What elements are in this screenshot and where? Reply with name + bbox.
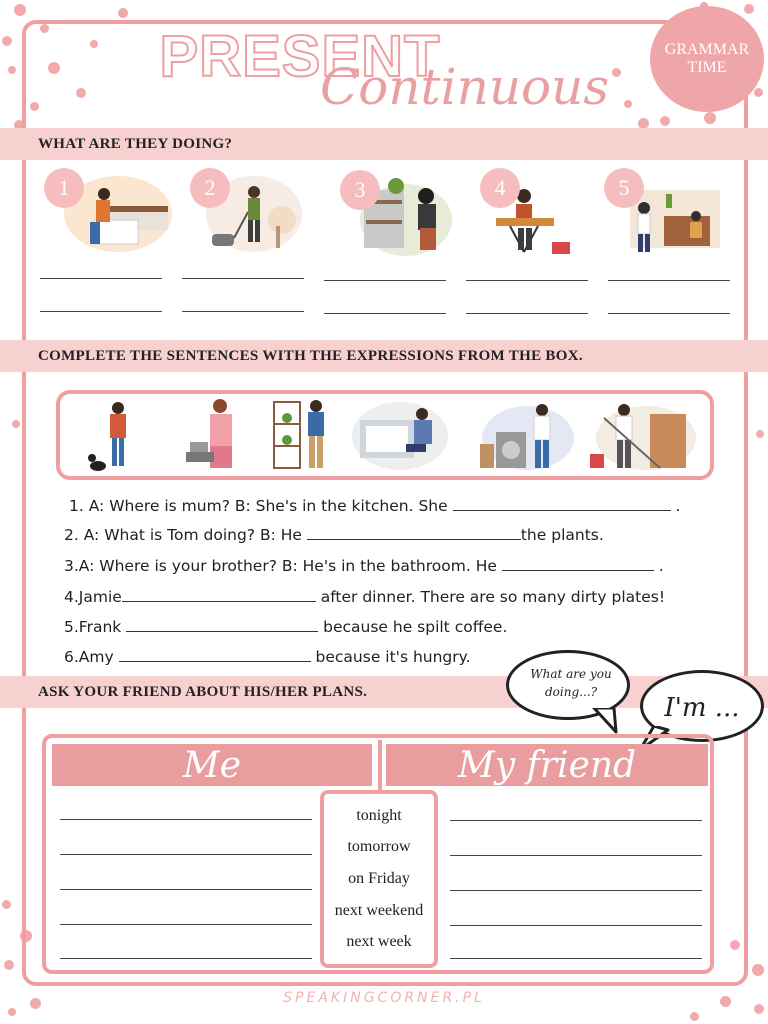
picture-2 <box>190 168 302 256</box>
sentence-2 <box>64 526 604 544</box>
answer-line[interactable] <box>182 311 304 312</box>
sentence-text: 5.Frank <box>64 618 122 636</box>
sentence-text: . <box>653 557 664 575</box>
sentence-text: because he spilt coffee. <box>318 618 508 636</box>
answer-line[interactable] <box>60 854 312 855</box>
picture-number: 3 <box>340 170 380 210</box>
picture-number: 4 <box>480 168 520 208</box>
sentence-text: because it's hungry. <box>310 648 471 666</box>
time-expression: next weekend <box>334 901 424 919</box>
sentence-text: 1. A: Where is mum? B: She's in the kitchen. She <box>69 497 448 515</box>
picture-number: 5 <box>604 168 644 208</box>
section2-heading: COMPLETE THE SENTENCES WITH THE EXPRESSIONS FROM THE BOX. <box>0 340 768 372</box>
sentence-5 <box>64 618 507 636</box>
answer-line[interactable] <box>324 280 446 281</box>
answer-line[interactable] <box>450 890 702 891</box>
woman-feeding-cat-icon <box>88 402 126 471</box>
sentence-text: the plants. <box>520 526 604 544</box>
man-washing-dishes-icon <box>352 402 448 470</box>
badge-line1: GRAMMAR <box>664 41 750 58</box>
picture-4 <box>480 168 580 258</box>
answer-line[interactable] <box>182 278 304 279</box>
answer-line[interactable] <box>60 924 312 925</box>
time-expression: tomorrow <box>347 838 411 856</box>
answer-line[interactable] <box>450 820 702 821</box>
answer-line[interactable] <box>608 280 730 281</box>
picture-5 <box>604 168 722 258</box>
answer-line[interactable] <box>60 819 312 820</box>
picture-number: 1 <box>44 168 84 208</box>
answer-line[interactable] <box>40 311 162 312</box>
column-divider <box>378 740 382 790</box>
sentence-1 <box>69 497 680 515</box>
answer-line[interactable] <box>466 280 588 281</box>
badge-line2: TIME <box>687 59 727 76</box>
sentence-blank[interactable] <box>502 557 654 571</box>
footer-brand: SPEAKINGCORNER.PL <box>283 990 485 1006</box>
sentence-blank[interactable] <box>122 588 316 602</box>
time-expressions-box <box>320 790 438 968</box>
sentence-text: . <box>670 497 681 515</box>
answer-line[interactable] <box>40 278 162 279</box>
answer-line[interactable] <box>60 889 312 890</box>
title-present: PRESENT <box>159 24 441 89</box>
sentence-6 <box>64 648 471 666</box>
sentence-blank[interactable] <box>453 497 671 511</box>
picture-number: 2 <box>190 168 230 208</box>
answer-line[interactable] <box>608 313 730 314</box>
sentence-text: 6.Amy <box>64 648 114 666</box>
man-doing-laundry-icon <box>480 404 574 470</box>
sentence-blank[interactable] <box>307 526 521 540</box>
title-continuous: Continuous <box>320 58 610 116</box>
answer-line[interactable] <box>450 958 702 959</box>
sentence-3 <box>64 557 664 575</box>
woman-cooking-icon <box>186 399 232 468</box>
answer-line[interactable] <box>450 925 702 926</box>
answer-line[interactable] <box>324 313 446 314</box>
sentence-text: 4.Jamie <box>64 588 122 606</box>
sentence-4 <box>64 588 665 606</box>
answer-line[interactable] <box>466 313 588 314</box>
column-header-my-friend: My friend <box>386 744 708 786</box>
bubble-answer-text: I'm ... <box>664 693 740 723</box>
picture-1 <box>44 168 172 256</box>
bubble-tail <box>590 708 620 734</box>
time-expression: next week <box>346 933 412 951</box>
time-expression: on Friday <box>348 869 410 887</box>
answer-line[interactable] <box>60 958 312 959</box>
section3-heading: ASK YOUR FRIEND ABOUT HIS/HER PLANS. <box>0 676 768 708</box>
man-mopping-floor-icon <box>590 404 696 470</box>
sentence-blank[interactable] <box>119 648 311 662</box>
column-header-me: Me <box>52 744 372 786</box>
sentence-blank[interactable] <box>126 618 318 632</box>
section1-heading: WHAT ARE THEY DOING? <box>0 128 768 160</box>
sentence-text: 2. A: What is Tom doing? B: He <box>64 526 302 544</box>
bubble-question-text: What are you doing...? <box>530 667 612 699</box>
time-expression: tonight <box>356 806 402 824</box>
sentence-text: after dinner. There are so many dirty plates! <box>315 588 666 606</box>
sentence-text: 3.A: Where is your brother? B: He's in the bathroom. He <box>64 557 497 575</box>
grammar-time-badge <box>650 6 764 112</box>
expressions-illustrations <box>60 394 710 476</box>
picture-3 <box>340 170 452 258</box>
man-watering-plants-icon <box>274 400 324 468</box>
answer-line[interactable] <box>450 855 702 856</box>
expressions-box <box>56 390 714 480</box>
